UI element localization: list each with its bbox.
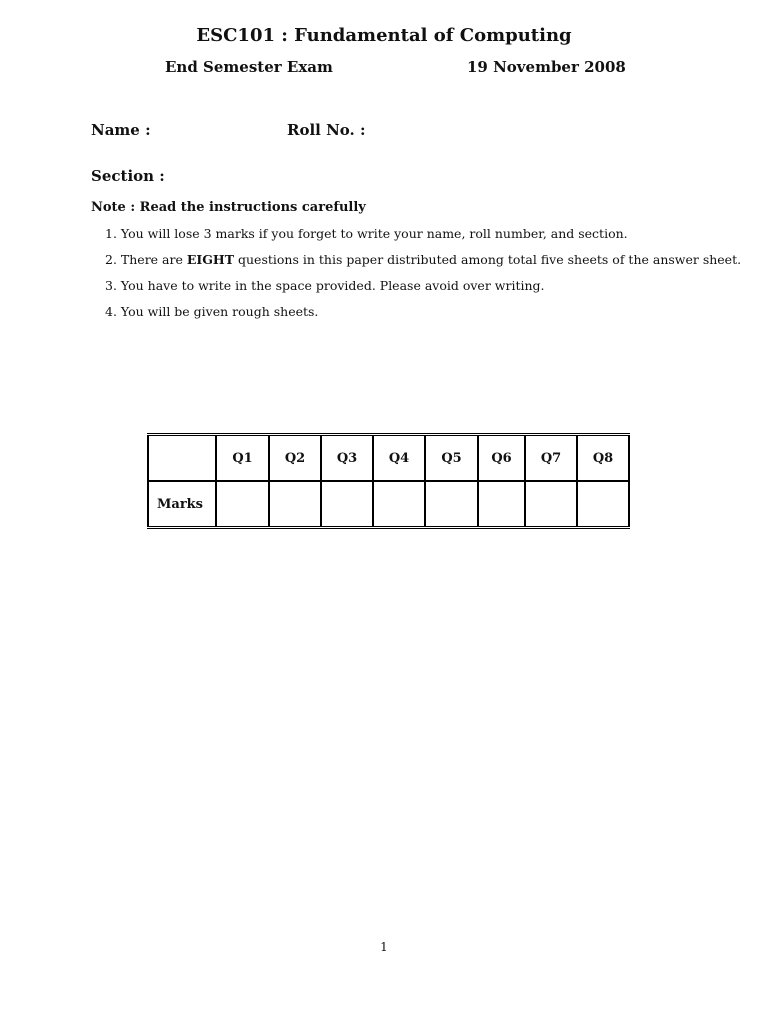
column-header: Q4 [373,435,425,482]
instruction-item: 2. There are EIGHT questions in this paper distributed among total five sheets of the answer sheet. [105,252,742,267]
exam-name: End Semester Exam [165,58,333,76]
row-label: Marks [148,481,216,528]
note-heading: Note : Read the instructions carefully [91,200,366,215]
exam-date: 19 November 2008 [467,58,626,76]
column-header: Q5 [425,435,478,482]
column-header: Q2 [269,435,321,482]
name-label: Name : [91,121,151,139]
table-header-row [148,435,629,482]
instruction-item: 4. You will be given rough sheets. [105,304,319,319]
table-row [148,481,629,528]
roll-label: Roll No. : [287,121,366,139]
section-label: Section : [91,167,165,185]
marks-cell [577,481,629,528]
marks-cell [373,481,425,528]
column-header: Q1 [216,435,269,482]
marks-cell [478,481,525,528]
instruction-item: 1. You will lose 3 marks if you forget to write your name, roll number, and section. [105,226,628,241]
column-header: Q6 [478,435,525,482]
instructions-list [105,226,741,330]
marks-cell [216,481,269,528]
marks-cell [425,481,478,528]
page-number: 1 [380,940,388,954]
column-header: Q7 [525,435,577,482]
instruction-item: 3. You have to write in the space provided. Please avoid over writing. [105,278,545,293]
marks-cell [525,481,577,528]
column-header: Q3 [321,435,373,482]
column-header: Q8 [577,435,629,482]
page-title: ESC101 : Fundamental of Computing [196,25,572,46]
marks-cell [321,481,373,528]
marks-cell [269,481,321,528]
corner-cell [148,435,216,482]
marks-table [147,433,630,529]
